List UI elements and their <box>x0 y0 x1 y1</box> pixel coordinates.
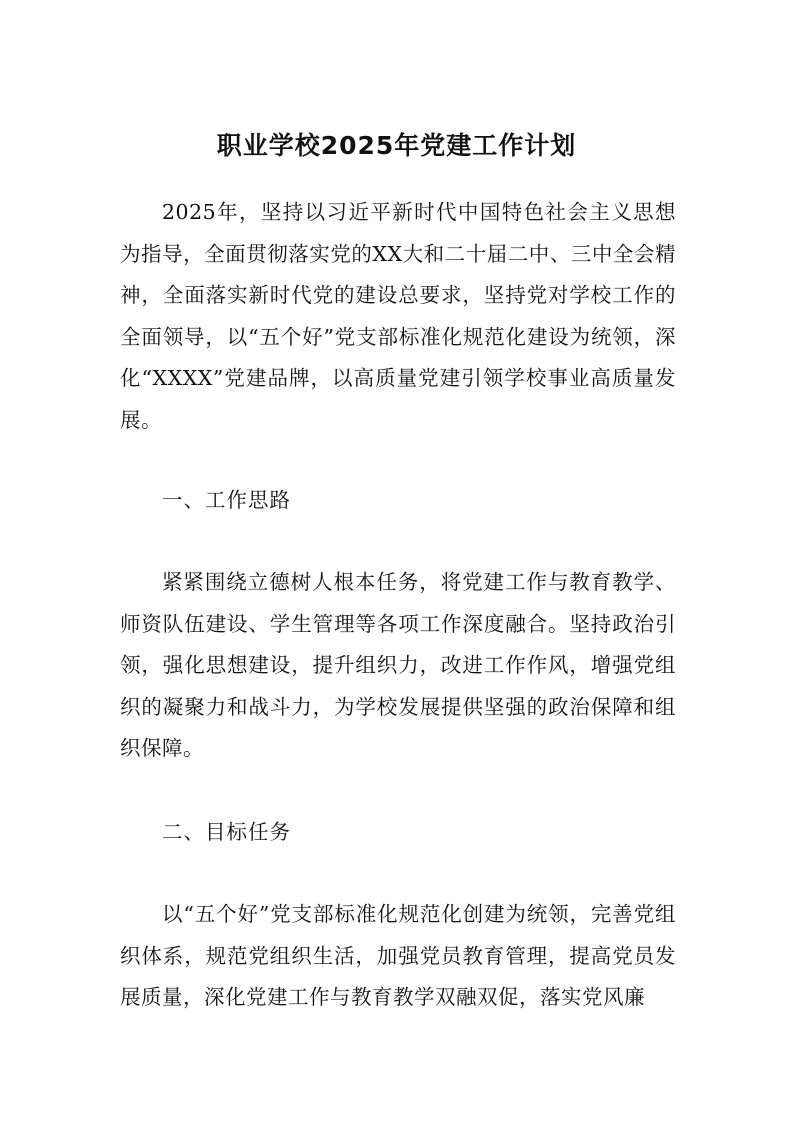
intro-paragraph: 2025年，坚持以习近平新时代中国特色社会主义思想为指导，全面贯彻落实党的XX大和二十届二中、三中全会精神，全面落实新时代党的建设总要求，坚持党对学校工作的全面领导，以“五个好”党支部标准化规范化建设为统领，深化“XXXX”党建品牌，以高质量党建引领学校事业高质量发展。 <box>120 200 676 432</box>
document-title: 职业学校2025年党建工作计划 <box>216 131 577 160</box>
goals-tasks-paragraph: 以“五个好”党支部标准化规范化创建为统领，完善党组织体系，规范党组织生活，加强党员教育管理，提高党员发展质量，深化党建工作与教育教学双融双促，落实党风廉 <box>120 902 676 1009</box>
section-heading-goals-tasks: 二、目标任务 <box>162 820 291 844</box>
section-heading-work-approach: 一、工作思路 <box>162 488 291 512</box>
work-approach-paragraph: 紧紧围绕立德树人根本任务，将党建工作与教育教学、师资队伍建设、学生管理等各项工作深度融合。坚持政治引领，强化思想建设，提升组织力，改进工作作风，增强党组织的凝聚力和战斗力，为学校发展提供坚强的政治保障和组织保障。 <box>120 570 676 760</box>
